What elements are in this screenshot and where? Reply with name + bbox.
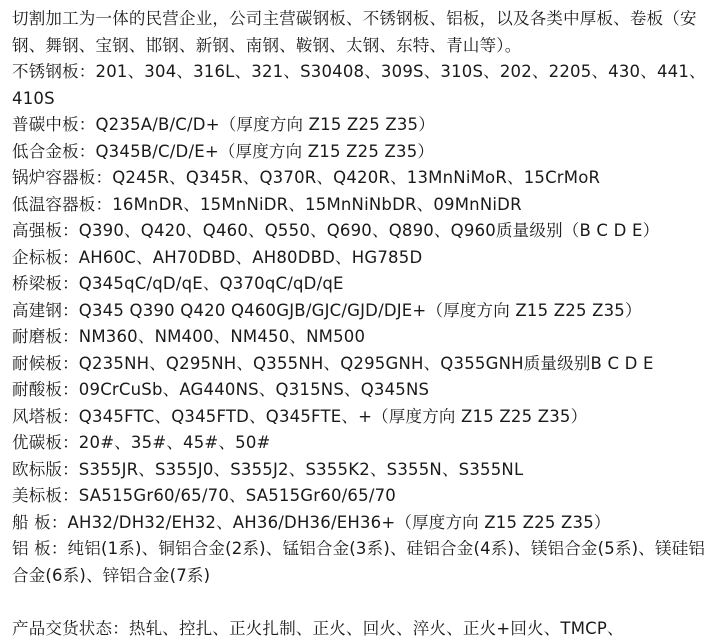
ship-plate-line: 船 板：AH32/DH32/EH32、AH36/DH36/EH36+（厚度方向 Z15 Z25 Z35）: [12, 512, 611, 532]
blank-spacer: [12, 589, 711, 616]
plain-carbon-line: 普碳中板：Q235A/B/C/D+（厚度方向 Z15 Z25 Z35）: [12, 115, 435, 134]
high-building-steel-line: 高建钢：Q345 Q390 Q420 Q460GJB/GJC/GJD/DJE+（厚度方向 Z15 Z25 Z35）: [12, 300, 642, 320]
wear-resistant-line: 耐磨板：NM360、NM400、NM450、NM500: [12, 327, 366, 346]
stainless-steel-line: 不锈钢板：201、304、316L、321、S30408、309S、310S、202、2205、430、441、410S: [12, 62, 706, 108]
delivery-state-line: 产品交货状态：热轧、控扎、正火扎制、正火、回火、淬火、正火+回火、TMCP、: [12, 619, 624, 638]
american-standard-line: 美标板：SA515Gr60/65/70、SA515Gr60/65/70: [12, 486, 396, 505]
weathering-line: 耐候板：Q235NH、Q295NH、Q355NH、Q295GNH、Q355GNH质量级别B C D E: [12, 353, 654, 373]
high-strength-line: 高强板：Q390、Q420、Q460、Q550、Q690、Q890、Q960质量级别（B C D E）: [12, 221, 660, 240]
boiler-vessel-line: 锅炉容器板：Q245R、Q345R、Q370R、Q420R、13MnNiMoR、15CrMoR: [12, 168, 601, 187]
quality-carbon-line: 优碳板：20#、35#、45#、50#: [12, 433, 271, 452]
acid-resistant-line: 耐酸板：09CrCuSb、AG440NS、Q315NS、Q345NS: [12, 380, 430, 399]
european-standard-line: 欧标版：S355JR、S355J0、S355J2、S355K2、S355N、S355NL: [12, 459, 524, 479]
low-temp-vessel-line: 低温容器板：16MnDR、15MnNiDR、15MnNiNbDR、09MnNiDR: [12, 194, 522, 214]
aluminum-plate-line: 铝 板：纯铝(1系)、铜铝合金(2系)、锰铝合金(3系)、硅铝合金(4系)、镁铝合金(5系)、镁硅铝合金(6系)、锌铝合金(7系): [12, 539, 706, 585]
wind-tower-line: 风塔板：Q345FTC、Q345FTD、Q345FTE、+（厚度方向 Z15 Z25 Z35）: [12, 406, 588, 426]
low-alloy-line: 低合金板：Q345B/C/D/E+（厚度方向 Z15 Z25 Z35）: [12, 141, 435, 161]
bridge-plate-line: 桥梁板：Q345qC/qD/qE、Q370qC/qD/qE: [12, 274, 344, 293]
enterprise-standard-line: 企标板：AH60C、AH70DBD、AH80DBD、HG785D: [12, 247, 423, 267]
intro-paragraph: 切割加工为一体的民营企业，公司主营碳钢板、不锈钢板、铝板，以及各类中厚板、卷板（安钢、舞钢、宝钢、邯钢、新钢、南钢、鞍钢、太钢、东特、青山等）。: [12, 9, 697, 55]
